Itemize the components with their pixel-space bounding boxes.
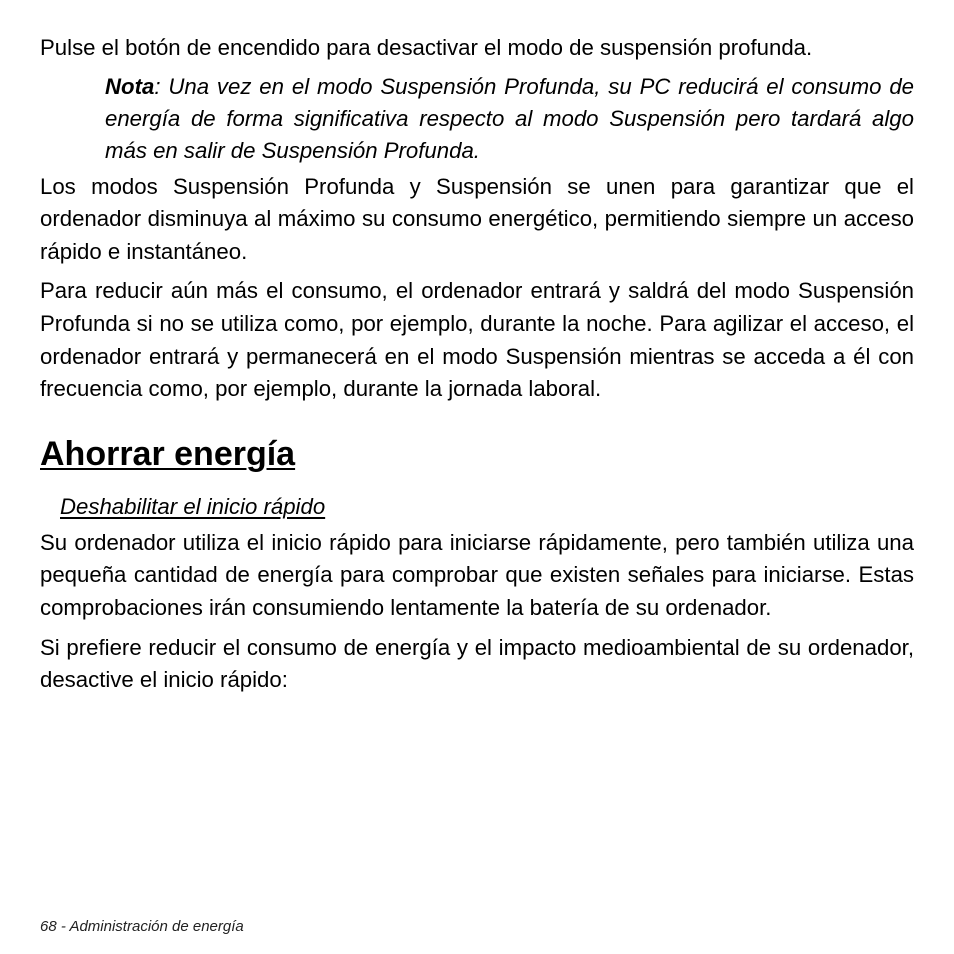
paragraph-sleep-modes: Los modos Suspensión Profunda y Suspensión se unen para garantizar que el ordenador disminuya al máximo su consumo energético, permitiendo siempre un acceso rápido e instantáneo.	[40, 173, 914, 264]
paragraph-fast-startup: Su ordenador utiliza el inicio rápido para iniciarse rápidamente, pero también utiliza una pequeña cantidad de energía para comprobar que existen señales para iniciarse. Estas comprobaciones irán consumiendo lentamente la batería de su ordenador.	[40, 529, 914, 620]
document-page	[40, 32, 914, 697]
paragraph-reduce-consumption: Para reducir aún más el consumo, el ordenador entrará y saldrá del modo Suspensión Profunda si no se utiliza como, por ejemplo, durante la noche. Para agilizar el acceso, el ordenador entrará y permanecerá en el modo Suspensión mientras se acceda a él con frecuencia como, por ejemplo, durante la jornada laboral.	[40, 278, 914, 402]
note-block	[105, 71, 914, 167]
subsection-heading: Deshabilitar el inicio rápido	[60, 493, 326, 519]
note-label: Nota	[105, 73, 155, 99]
paragraph-deep-sleep-exit: Pulse el botón de encendido para desactivar el modo de suspensión profunda.	[40, 35, 813, 60]
page-footer: 68 - Administración de energía	[40, 918, 244, 935]
paragraph-disable-fast-startup: Si prefiere reducir el consumo de energía y el impacto medioambiental de su ordenador, desactive el inicio rápido:	[40, 634, 914, 693]
section-heading: Ahorrar energía	[40, 434, 296, 473]
note-text: : Una vez en el modo Suspensión Profunda, su PC reducirá el consumo de energía de forma significativa respecto al modo Suspensión pero tardará algo más en salir de Suspensión Profunda.	[105, 73, 914, 163]
